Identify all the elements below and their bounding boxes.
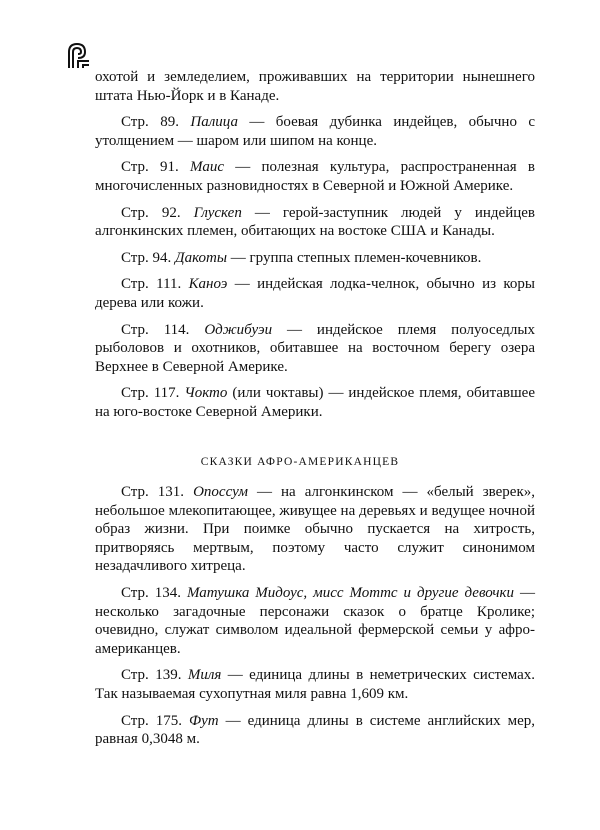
entry-term: Каноэ bbox=[188, 276, 228, 293]
entry-term: Палица bbox=[190, 114, 238, 131]
glossary-entry bbox=[95, 584, 535, 658]
entry-term: Опоссум bbox=[193, 484, 248, 500]
entry-definition: (или чоктавы) — индейское племя, обитавшее на юго-востоке Северной Америки. bbox=[95, 385, 535, 420]
entry-page-ref: Стр. 91. bbox=[121, 159, 179, 176]
glossary-entry bbox=[95, 113, 535, 150]
glossary-entry bbox=[95, 384, 535, 421]
entry-term: Оджибуэи bbox=[204, 321, 273, 338]
entry-definition: — группа степных племен-кочевников. bbox=[227, 249, 482, 266]
entry-term: Глускеп bbox=[193, 204, 242, 221]
glossary-entry bbox=[95, 275, 535, 312]
entry-definition: — боевая дубинка индейцев, обычно с утолщением — шаром или шипом на конце. bbox=[95, 114, 536, 149]
entry-page-ref: Стр. 111. bbox=[121, 276, 182, 293]
entry-page-ref: Стр. 175. bbox=[121, 712, 183, 729]
entry-definition: — полезная культура, распространенная в многочисленных разновидностях в Северной и Южной Америке. bbox=[95, 159, 535, 194]
entry-page-ref: Стр. 92. bbox=[121, 204, 181, 221]
entry-term: Дакоты bbox=[175, 249, 228, 266]
entry-definition: — герой-заступник людей у индейцев алгонкинских племен, обитающих на востоке США и Канады. bbox=[95, 204, 536, 240]
glossary-entry bbox=[95, 483, 535, 576]
glossary-entry bbox=[95, 158, 535, 195]
entry-definition: — на алгонкинском — «белый зверек», небольшое млекопитающее, живущее на деревьях и ведущее ночной образ жизни. При поимке обычно пускается на хитрость, притворяясь мертвым, поэтому часто служит синонимом незадачливого хитреца. bbox=[95, 484, 535, 575]
entry-page-ref: Стр. 117. bbox=[121, 385, 180, 402]
glossary-entry bbox=[95, 666, 535, 703]
entry-page-ref: Стр. 139. bbox=[121, 667, 182, 684]
entry-page-ref: Стр. 94. bbox=[121, 249, 172, 266]
entry-term: Миля bbox=[187, 667, 222, 684]
entry-list-2 bbox=[95, 483, 535, 749]
entry-page-ref: Стр. 134. bbox=[121, 584, 182, 601]
publisher-logo-icon bbox=[65, 42, 91, 75]
entry-term: Фут bbox=[189, 712, 219, 729]
entry-list-1 bbox=[95, 113, 535, 421]
glossary-entry bbox=[95, 204, 535, 241]
glossary-entry bbox=[95, 321, 535, 377]
entry-definition: — индейское племя полуоседлых рыболовов и охотников, обитавшее на восточном берегу озера Верхнее в Северной Америке. bbox=[95, 321, 535, 375]
entry-term: Чокто bbox=[184, 385, 228, 402]
section-heading: СКАЗКИ АФРО-АМЕРИКАНЦЕВ bbox=[200, 456, 400, 468]
entry-term: Матушка Мидоус, мисс Моттс и другие девочки bbox=[186, 584, 515, 601]
entry-definition: — единица длины в системе английских мер, равная 0,3048 м. bbox=[95, 712, 535, 748]
entry-page-ref: Стр. 89. bbox=[121, 114, 179, 131]
entry-definition: — единица длины в неметрических системах. Так называемая сухопутная миля равна 1,609 км. bbox=[95, 667, 535, 702]
entry-definition: — несколько загадочные персонажи сказок о братце Кролике; очевидно, служат символом идеальной фермерской семьи у афро-американцев. bbox=[95, 584, 536, 657]
glossary-entry bbox=[95, 712, 535, 749]
glossary-section-1 bbox=[95, 68, 535, 430]
glossary-entry bbox=[95, 249, 535, 268]
glossary-section-2 bbox=[95, 483, 535, 757]
entry-page-ref: Стр. 131. bbox=[121, 484, 185, 500]
entry-definition: — индейская лодка-челнок, обычно из коры дерева или кожи. bbox=[95, 276, 536, 311]
entry-page-ref: Стр. 114. bbox=[121, 321, 190, 338]
entry-term: Маис bbox=[190, 159, 224, 176]
continued-paragraph: охотой и земледелием, проживавших на территории нынешнего штата Нью-Йорк и в Канаде. bbox=[95, 69, 535, 104]
